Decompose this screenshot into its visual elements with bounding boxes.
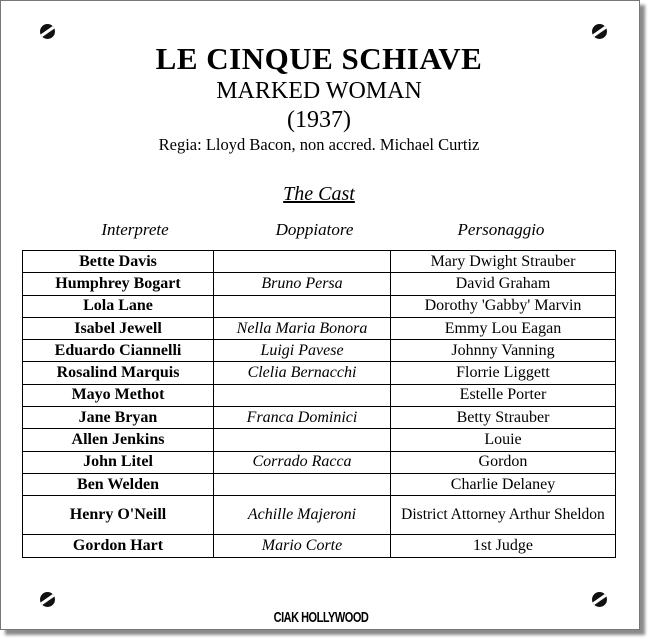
table-row [23,273,616,295]
character-cell: Betty Strauber [391,407,616,429]
ciak-hollywood-logo: CIAK HOLLYWOOD [273,610,369,627]
character-cell: Florrie Liggett [391,362,616,384]
character-cell: Louie [391,429,616,451]
character-cell: 1st Judge [391,535,616,557]
character-cell: District Attorney Arthur Sheldon [391,496,616,535]
dubber-cell [214,251,391,273]
character-cell: Estelle Porter [391,384,616,406]
character-cell: Gordon [391,451,616,473]
dubber-cell [214,429,391,451]
original-title: MARKED WOMAN [216,78,422,104]
screw-icon [592,24,607,39]
dubber-cell: Achille Majeroni [214,496,391,535]
column-header-dubber: Doppiatore [275,220,354,239]
table-row [23,251,616,273]
screw-icon [40,592,55,607]
table-row [23,384,616,406]
character-cell: Emmy Lou Eagan [391,317,616,339]
table-row [23,429,616,451]
actor-cell: Gordon Hart [23,535,214,557]
character-cell: David Graham [391,273,616,295]
character-cell: Johnny Vanning [391,340,616,362]
table-row [23,451,616,473]
screw-icon [40,24,55,39]
actor-cell: Humphrey Bogart [23,273,214,295]
dubber-cell: Corrado Racca [214,451,391,473]
character-cell: Charlie Delaney [391,473,616,495]
table-row [23,407,616,429]
column-header-character: Personaggio [457,220,545,239]
table-row [23,295,616,317]
actor-cell: Henry O'Neill [23,496,214,535]
table-row [23,340,616,362]
character-cell: Mary Dwight Strauber [391,251,616,273]
actor-cell: Bette Davis [23,251,214,273]
column-header-actor: Interprete [101,220,169,239]
dubber-cell: Bruno Persa [214,273,391,295]
table-row [23,362,616,384]
actor-cell: John Litel [23,451,214,473]
actor-cell: Lola Lane [23,295,214,317]
table-row [23,317,616,339]
actor-cell: Rosalind Marquis [23,362,214,384]
actor-cell: Mayo Methot [23,384,214,406]
dubber-cell: Mario Corte [214,535,391,557]
director-line: Regia: Lloyd Bacon, non accred. Michael Curtiz [158,135,480,154]
table-row [23,473,616,495]
dubber-cell: Clelia Bernacchi [214,362,391,384]
page-title: LE CINQUE SCHIAVE [155,41,483,76]
dubber-cell: Luigi Pavese [214,340,391,362]
screw-icon [592,592,607,607]
dubber-cell [214,384,391,406]
actor-cell: Jane Bryan [23,407,214,429]
actor-cell: Isabel Jewell [23,317,214,339]
actor-cell: Allen Jenkins [23,429,214,451]
table-row [23,496,616,535]
dubber-cell [214,295,391,317]
table-row [23,535,616,557]
cast-heading: The Cast [283,183,355,205]
dubber-cell [214,473,391,495]
dubber-cell: Franca Dominici [214,407,391,429]
actor-cell: Ben Welden [23,473,214,495]
actor-cell: Eduardo Ciannelli [23,340,214,362]
cast-table [22,250,616,558]
dubber-cell: Nella Maria Bonora [214,317,391,339]
character-cell: Dorothy 'Gabby' Marvin [391,295,616,317]
release-year: (1937) [287,107,351,133]
